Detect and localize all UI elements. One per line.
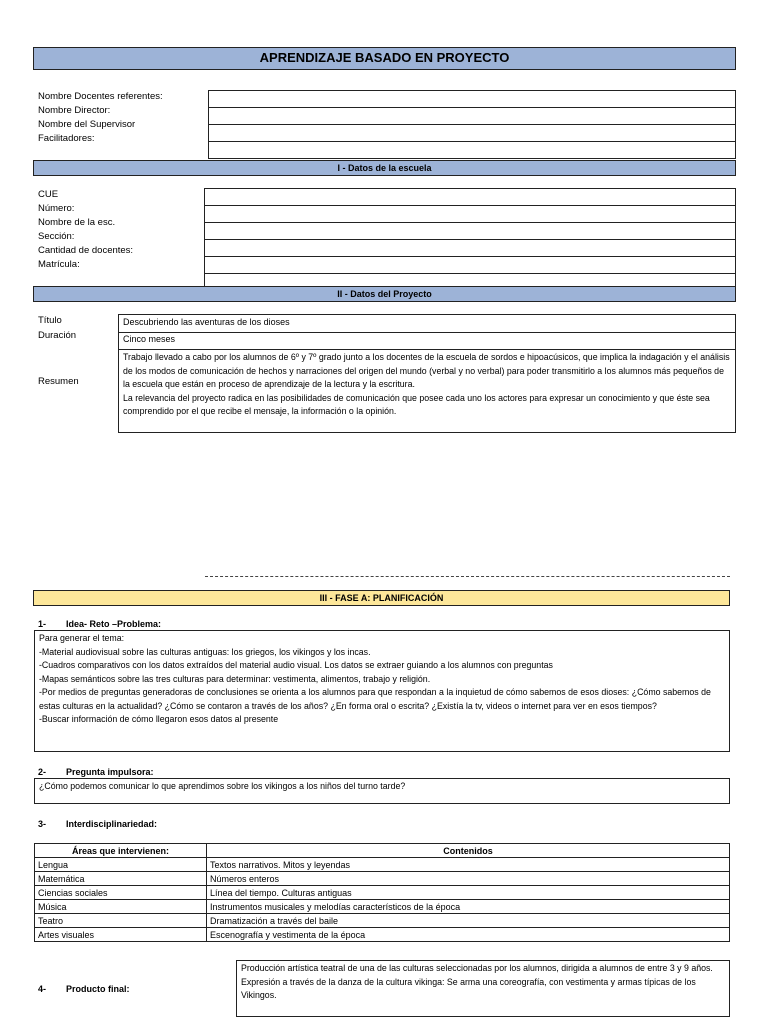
table-row — [35, 928, 730, 942]
label-facilitadores: Facilitadores: — [38, 133, 95, 144]
staff-fields — [208, 90, 736, 159]
idea-label: Idea- Reto –Problema: — [66, 619, 162, 629]
field-seccion[interactable] — [204, 240, 736, 257]
field-numero[interactable] — [204, 206, 736, 223]
label-resumen: Resumen — [38, 376, 79, 387]
contenido-cell: Dramatización a través del baile — [207, 914, 730, 928]
label-matricula: Matrícula: — [38, 259, 80, 270]
section-project-heading: II - Datos del Proyecto — [33, 286, 736, 302]
label-nombre-esc: Nombre de la esc. — [38, 217, 116, 228]
producto-label: Producto final: — [66, 984, 130, 994]
page-title: APRENDIZAJE BASADO EN PROYECTO — [33, 47, 736, 70]
label-docentes: Nombre Docentes referentes: — [38, 91, 163, 102]
label-director: Nombre Director: — [38, 105, 111, 116]
resumen-paragraph-2: La relevancia del proyecto radica en las posibilidades de comunicación que posee cada uno los actores para expresar un conocimiento y que éste sea comprendido por el que recibe el mensaje, la información o la opinión. — [123, 392, 710, 416]
field-director[interactable] — [208, 108, 736, 125]
area-cell: Artes visuales — [35, 928, 207, 942]
contenido-cell: Línea del tiempo. Culturas antiguas — [207, 886, 730, 900]
contenido-cell: Textos narrativos. Mitos y leyendas — [207, 858, 730, 872]
areas-table-wrap — [34, 843, 730, 942]
label-cue: CUE — [38, 189, 59, 200]
contenido-cell: Números enteros — [207, 872, 730, 886]
area-cell: Lengua — [35, 858, 207, 872]
idea-line-3: -Cuadros comparativos con los datos extraídos del material audio visual. Los datos se extraer guiando a los alumnos con preguntas — [39, 660, 553, 670]
idea-heading — [38, 619, 161, 629]
interdisciplinariedad-number: 3- — [38, 819, 47, 829]
area-cell: Teatro — [35, 914, 207, 928]
section-phase-heading: III - FASE A: PLANIFICACIÓN — [33, 590, 730, 606]
idea-line-1: Para generar el tema: — [39, 633, 125, 643]
table-row — [35, 858, 730, 872]
label-supervisor: Nombre del Supervisor — [38, 119, 136, 130]
interdisciplinariedad-heading — [38, 819, 157, 829]
idea-box[interactable] — [34, 630, 730, 752]
idea-line-4: -Mapas semánticos sobre las tres culturas para determinar: vestimenta, alimentos, trabajo y religión. — [39, 673, 431, 684]
field-cantidad-docentes[interactable] — [204, 257, 736, 274]
table-row — [35, 900, 730, 914]
table-row — [35, 872, 730, 886]
school-labels — [38, 188, 133, 272]
table-row — [35, 914, 730, 928]
pregunta-number: 2- — [38, 767, 47, 777]
label-numero: Número: — [38, 203, 75, 214]
divider — [205, 576, 730, 577]
field-docentes[interactable] — [208, 90, 736, 108]
label-titulo: Título — [38, 315, 62, 326]
area-cell: Ciencias sociales — [35, 886, 207, 900]
field-titulo[interactable]: Descubriendo las aventuras de los dioses — [118, 314, 736, 333]
field-duracion[interactable]: Cinco meses — [118, 333, 736, 350]
producto-number: 4- — [38, 984, 47, 994]
producto-heading — [38, 984, 130, 994]
field-supervisor[interactable] — [208, 125, 736, 142]
staff-labels — [38, 90, 163, 146]
areas-table — [34, 843, 730, 942]
pregunta-field[interactable]: ¿Cómo podemos comunicar lo que aprendimos sobre los vikingos a los niños del turno tarde? — [34, 778, 730, 804]
section-school-heading: I - Datos de la escuela — [33, 160, 736, 176]
label-seccion: Sección: — [38, 231, 75, 242]
label-cantidad-docentes: Cantidad de docentes: — [38, 245, 134, 256]
field-nombre-esc[interactable] — [204, 223, 736, 240]
label-duracion: Duración — [38, 330, 77, 341]
area-cell: Música — [35, 900, 207, 914]
pregunta-label: Pregunta impulsora: — [66, 767, 154, 777]
resumen-paragraph-1: Trabajo llevado a cabo por los alumnos de 6º y 7º grado junto a los docentes de la escuela de sordos e hipoacúsicos, que implica la indagación y el análisis de los modos de comunicación de hechos y narraciones del origen del mundo (verbal y no verbal) para poder transmitirlo a los alumnos más pequeños de la escuela que están en proceso de aprendizaje de la lectura y la escritura. — [123, 352, 730, 389]
producto-field[interactable]: Producción artística teatral de una de las culturas seleccionadas por los alumnos, dirigida a alumnos de entre 3 y 9 años. Expresión a través de la danza de la cultura vikinga: Se arma una coreografía, con vestimenta y armas típicas de los Vikingos. — [236, 960, 730, 1017]
contenido-cell: Escenografía y vestimenta de la época — [207, 928, 730, 942]
idea-line-2: -Material audiovisual sobre las culturas antiguas: los griegos, los vikingos y los incas. — [39, 646, 371, 657]
pregunta-heading — [38, 767, 154, 777]
table-row — [35, 886, 730, 900]
idea-line-6: -Buscar información de cómo llegaron esos datos al presente — [39, 714, 279, 724]
interdisciplinariedad-label: Interdisciplinariedad: — [66, 819, 158, 829]
area-cell: Matemática — [35, 872, 207, 886]
contenido-cell: Instrumentos musicales y melodías característicos de la época — [207, 900, 730, 914]
col-header-areas: Áreas que intervienen: — [35, 844, 207, 858]
col-header-contenidos: Contenidos — [207, 844, 730, 858]
table-header-row — [35, 844, 730, 858]
field-resumen[interactable] — [118, 350, 736, 433]
idea-line-5: -Por medios de preguntas generadoras de conclusiones se orienta a los alumnos para que respondan a la inquietud de cómo sabemos de esos dioses: ¿Cómo sabemos de estas culturas en la actualidad? ¿Cómo se contaron a través de los años? ¿En forma oral o escrita? ¿Existía la tv, videos o internet para ver en esos tiempos? — [39, 687, 711, 711]
idea-number: 1- — [38, 619, 47, 629]
field-cue[interactable] — [204, 188, 736, 206]
field-facilitadores[interactable] — [208, 142, 736, 159]
school-fields — [204, 188, 736, 291]
project-fields — [118, 314, 736, 433]
